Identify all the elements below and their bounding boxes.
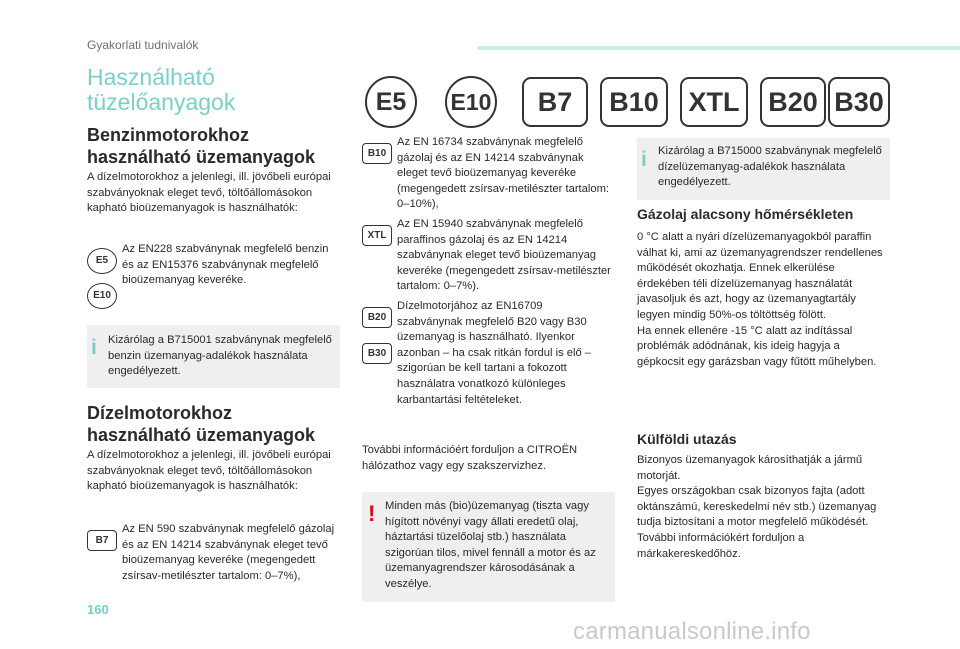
badge-b20-large: B20 xyxy=(760,77,826,127)
abroad-section-title: Külföldi utazás xyxy=(637,431,737,447)
badge-b10-large: B10 xyxy=(600,77,668,127)
abroad-paragraph-2: Egyes országokban csak bizonyos fajta (adott oktánszámú, kereskedelmi név stb.) üzemanyag tudja biztosítani a motor megfelelő működését. xyxy=(637,485,877,529)
header-divider xyxy=(478,46,960,50)
badge-b10: B10 xyxy=(362,143,392,164)
petrol-spec: Az EN228 szabványnak megfelelő benzin és az EN15376 szabványnak megfelelő bioüzemanyag keveréke. xyxy=(122,243,329,287)
diesel-info-box xyxy=(637,138,890,200)
xtl-spec: Az EN 15940 szabványnak megfelelő paraffinos gázolaj és az EN 14214 szabványnak eleget tevő bioüzemanyag keveréke (megengedett zsírsav-metilészter tartalom: 0–7%). xyxy=(397,218,611,293)
section-header: Gyakorlati tudnivalók xyxy=(87,38,199,52)
diesel-intro: A dízelmotorokhoz a jelenlegi, ill. jövőbeli európai szabványoknak eleget tevő, töltőállomásokon kapható bioüzemanyagok is használhatók: xyxy=(87,449,331,493)
page-number: 160 xyxy=(87,602,109,617)
abroad-text xyxy=(637,453,890,562)
diesel-section-title: Dízelmotorokhoz használható üzemanyagok xyxy=(87,403,316,445)
badge-b7-large: B7 xyxy=(522,77,588,127)
cold-paragraph-1: 0 °C alatt a nyári dízelüzemanyagokból paraffin válhat ki, ami az üzemanyagrendszer rendellenes működését okozhatja. Ennek elkerülése érdekében téli dízelüzemanyag használatát javasoljuk és azt, hogy az üzemanyagtartály legyen mindig 50%-os töltöttség fölött. xyxy=(637,231,883,321)
abroad-paragraph-3: További információkért forduljon a márkakereskedőhöz. xyxy=(637,531,805,560)
petrol-intro: A dízelmotorokhoz a jelenlegi, ill. jövőbeli európai szabványoknak eleget tevő, töltőállomásokon kapható bioüzemanyagok is használhatók: xyxy=(87,171,331,215)
badge-e10-large: E10 xyxy=(445,76,497,128)
cold-section-title: Gázolaj alacsony hőmérsékleten xyxy=(637,206,854,222)
badge-b30-large: B30 xyxy=(828,77,890,127)
info-icon: i xyxy=(641,148,647,171)
badge-b30: B30 xyxy=(362,343,392,364)
badge-e5: E5 xyxy=(87,248,117,274)
badge-xtl-large: XTL xyxy=(680,77,748,127)
warning-box xyxy=(362,492,615,602)
b10-spec: Az EN 16734 szabványnak megfelelő gázolaj és az EN 14214 szabványnak eleget tevő bioüzemanyag keveréke (megengedett zsírsav-metilészter tartalom: 0–10%), xyxy=(397,136,610,211)
cold-text xyxy=(637,230,890,370)
info-icon: i xyxy=(91,336,97,359)
warning-text: Minden más (bio)üzemanyag (tiszta vagy hígított növényi vagy állati eredetű olaj, háztartási tüzelőolaj stb.) használata szigorúan tilos, mivel fennáll a motor és az üzemanyagrendszer károsodásának a veszélye. xyxy=(385,500,596,590)
abroad-paragraph-1: Bizonyos üzemanyagok károsíthatják a jármű motorját. xyxy=(637,454,863,482)
cold-paragraph-2: Ha ennek ellenére -15 °C alatt az indítással problémák adódnának, kis ideig hagyja a gépkocsit egy garázsban vagy fűtött műhelyben. xyxy=(637,324,877,368)
petrol-section-title: Benzinmotorokhoz használható üzemanyagok xyxy=(87,125,316,167)
badge-b20: B20 xyxy=(362,307,392,328)
badge-e5-large: E5 xyxy=(365,76,417,128)
more-info-text: További információért forduljon a CITROËN hálózathoz vagy egy szakszervizhez. xyxy=(362,444,578,472)
b20-b30-spec: Dízelmotorjához az EN16709 szabványnak megfelelő B20 vagy B30 üzemanyag is használható. Ilyenkor azonban – ha csak ritkán fordul is elő – szigorúan be kell tartani a fokozott használatra vonatkozó különleges karbantartási feltételeket. xyxy=(397,300,592,406)
watermark: carmanualsonline.info xyxy=(573,618,811,645)
diesel-info-text: Kizárólag a B715000 szabványnak megfelelő dízelüzemanyag-adalékok használata engedélyezett. xyxy=(658,145,882,189)
page-title: Használható tüzelőanyagok xyxy=(87,64,236,115)
badge-b7: B7 xyxy=(87,530,117,551)
warning-icon: ! xyxy=(368,501,376,526)
petrol-info-box xyxy=(87,325,340,388)
badge-e10: E10 xyxy=(87,283,117,309)
badge-xtl: XTL xyxy=(362,225,392,246)
b7-spec: Az EN 590 szabványnak megfelelő gázolaj és az EN 14214 szabványnak eleget tevő bioüzemanyag keveréke (megengedett zsírsav-metilészter tartalom: 0–7%), xyxy=(122,523,335,582)
petrol-info-text: Kizárólag a B715001 szabványnak megfelelő benzin üzemanyag-adalékok használata engedélyezett. xyxy=(108,334,332,378)
